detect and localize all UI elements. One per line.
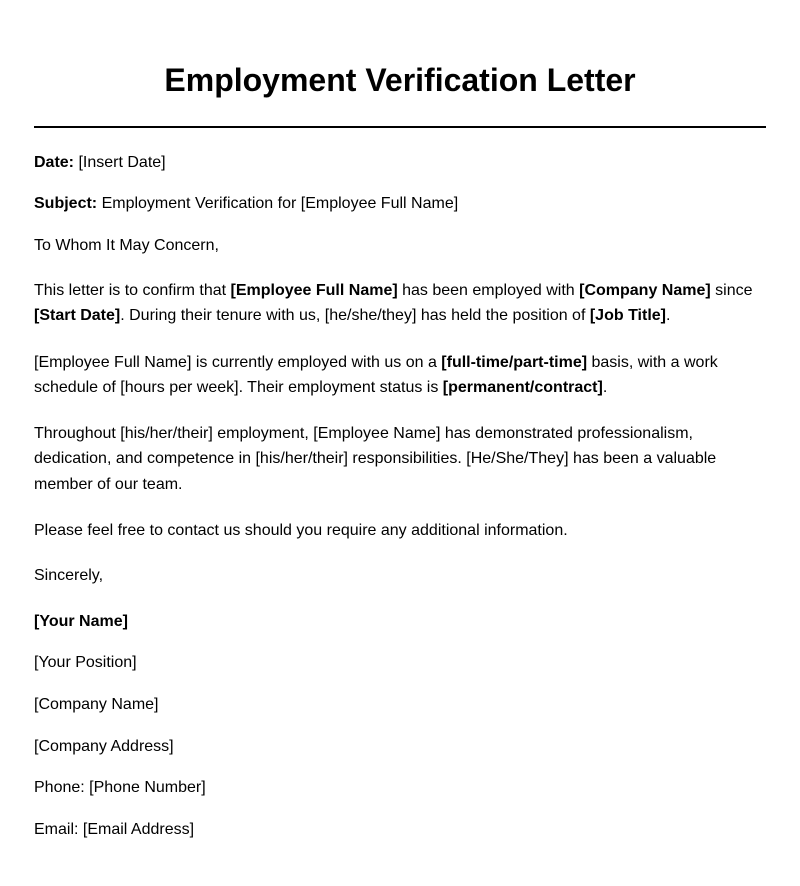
p2-text: [Employee Full Name] is currently employed with us on a bbox=[34, 354, 442, 371]
date-line bbox=[34, 150, 766, 175]
paragraph-4: Please feel free to contact us should you require any additional information. bbox=[34, 522, 568, 539]
paragraph-3-line-3: member of our team. bbox=[34, 476, 183, 493]
p2-text: basis, with a work bbox=[587, 354, 718, 371]
signature-email: Email: [Email Address] bbox=[34, 821, 195, 838]
p2-text: schedule of [hours per week]. Their employment status is bbox=[34, 379, 443, 396]
p1-text: . During their tenure with us, [he/she/they] has held the position of bbox=[120, 307, 590, 324]
subject-label: Subject: bbox=[34, 195, 98, 212]
subject-line bbox=[34, 191, 766, 216]
subject-value: Employment Verification for [Employee Full Name] bbox=[97, 195, 459, 212]
closing: Sincerely, bbox=[34, 567, 104, 584]
p1-text: . bbox=[666, 307, 671, 324]
date-label: Date: bbox=[34, 154, 75, 171]
p1-company-name: [Company Name] bbox=[579, 282, 711, 299]
salutation: To Whom It May Concern, bbox=[34, 237, 219, 254]
signature-company: [Company Name] bbox=[34, 696, 159, 713]
paragraph-1-line-1 bbox=[34, 278, 766, 303]
paragraph-2-line-2 bbox=[34, 375, 766, 400]
signature-address: [Company Address] bbox=[34, 738, 174, 755]
paragraph-3-line-1: Throughout [his/her/their] employment, [Employee Name] has demonstrated professionalism, bbox=[34, 425, 693, 442]
signature-name-text: [Your Name] bbox=[34, 613, 128, 630]
paragraph-3-line-2: dedication, and competence in [his/her/their] responsibilities. [He/She/They] has been a valuable bbox=[34, 450, 717, 467]
p2-text: . bbox=[602, 379, 608, 396]
page-title: Employment Verification Letter bbox=[164, 62, 636, 98]
p1-job-title: [Job Title] bbox=[589, 307, 666, 324]
p1-start-date: [Start Date] bbox=[34, 307, 121, 324]
title-divider bbox=[34, 126, 766, 128]
p1-employee-name: [Employee Full Name] bbox=[230, 282, 398, 299]
signature-position: [Your Position] bbox=[34, 654, 137, 671]
p1-text: This letter is to confirm that bbox=[34, 282, 231, 299]
p1-text: has been employed with bbox=[397, 282, 580, 299]
signature-name bbox=[34, 609, 766, 634]
p1-text: since bbox=[710, 282, 753, 299]
paragraph-1-line-2 bbox=[34, 303, 766, 328]
signature-phone: Phone: [Phone Number] bbox=[34, 779, 206, 796]
date-value: [Insert Date] bbox=[74, 154, 166, 171]
paragraph-2-line-1 bbox=[34, 350, 766, 375]
p2-employment-status: [permanent/contract] bbox=[442, 379, 603, 396]
p2-employment-type: [full-time/part-time] bbox=[441, 354, 588, 371]
